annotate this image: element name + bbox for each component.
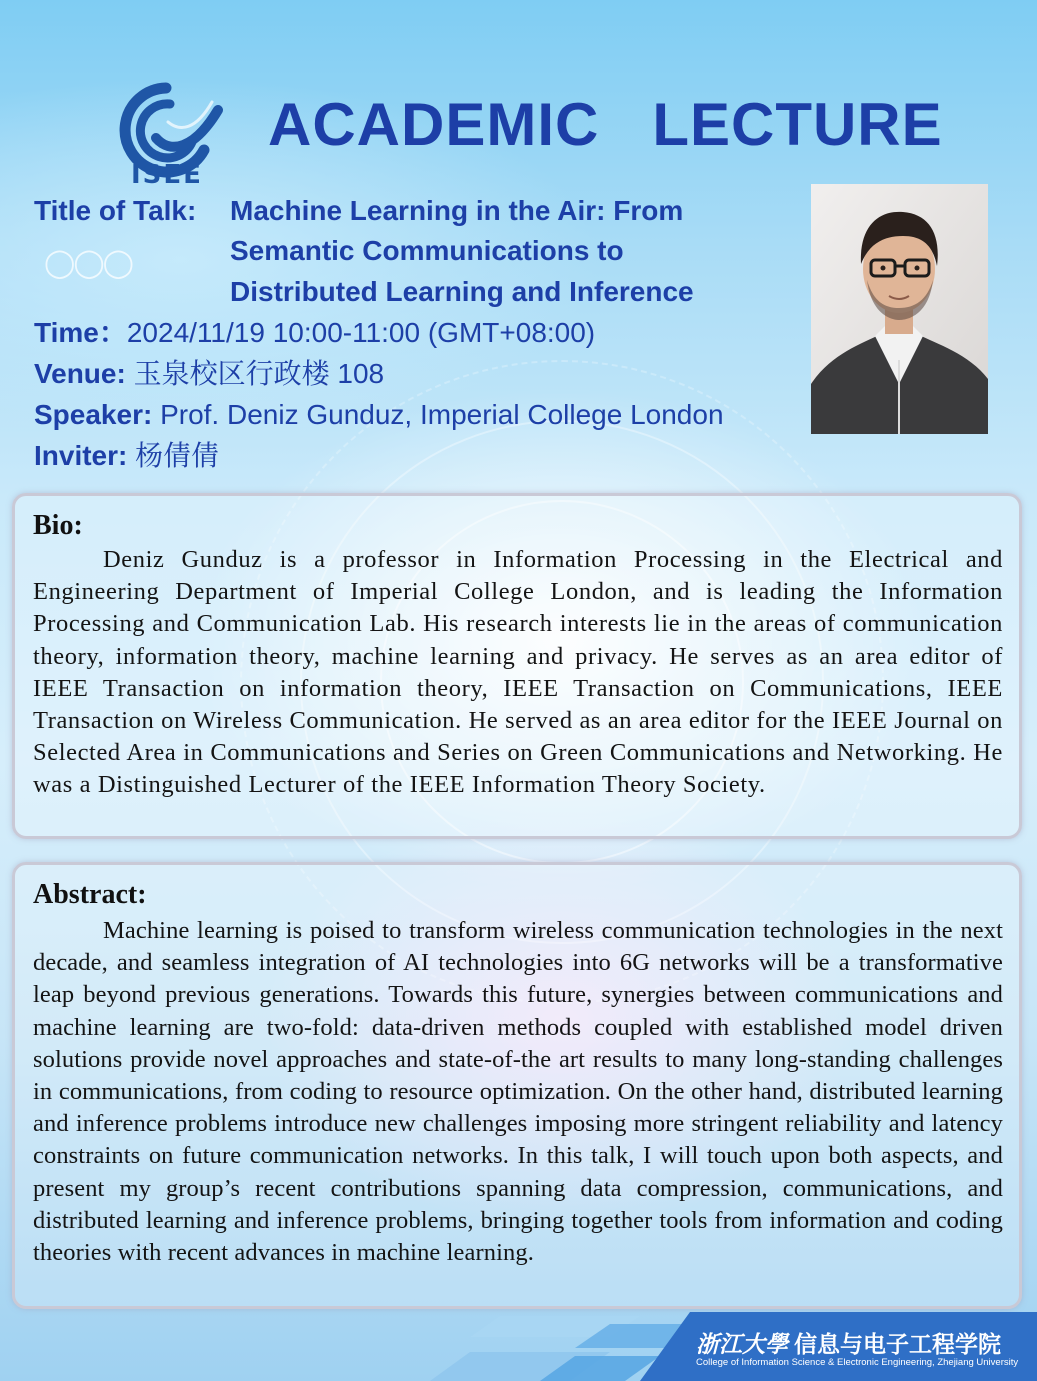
- footer-university-name: [696, 1326, 1001, 1359]
- venue-value: 玉泉校区行政楼 108: [133, 358, 385, 389]
- logo-text: ISEE: [131, 160, 203, 190]
- college-name-cn: 信息与电子工程学院: [794, 1332, 1001, 1358]
- page-title: ACADEMIC LECTURE: [268, 91, 943, 158]
- speaker-photo: [811, 184, 988, 434]
- talk-title-line: Distributed Learning and Inference: [230, 276, 694, 307]
- abstract-heading: Abstract:: [33, 879, 147, 910]
- inviter-label: Inviter:: [34, 440, 128, 471]
- college-name-en: College of Information Science & Electronic Engineering, Zhejiang University: [696, 1357, 1019, 1368]
- decorative-dots: ◯◯◯: [44, 246, 133, 279]
- venue-row: [34, 353, 384, 394]
- bio-heading: Bio:: [33, 510, 83, 541]
- inviter-value: 杨倩倩: [135, 440, 220, 471]
- speaker-label: Speaker:: [34, 399, 153, 430]
- bio-panel: [12, 493, 1022, 839]
- time-value: 2024/11/19 10:00-11:00 (GMT+08:00): [126, 317, 596, 348]
- abstract-text: Machine learning is poised to transform wireless communication technologies in the next decade, and seamless integration of AI technologies into 6G networks will be a transformative leap beyond previous generations. Towards this future, synergies between communications and machine learning are two-fold: data-driven methods coupled with established model driven solutions provide novel approaches and state-of-the art results to many long-standing challenges in communications, from coding to resource optimization. On the other hand, distributed learning and inference problems introduce new challenges imposing more stringent reliability and latency constraints on future communication networks. In this talk, I will touch upon both aspects, and present my group’s recent contributions spanning data compression, communications, and distributed learning and inference problems, bringing together tools from information and coding theories with recent advances in machine learning.: [33, 917, 1003, 1267]
- talk-title-line: Machine Learning in the Air: From: [230, 195, 684, 226]
- talk-title-line: Semantic Communications to: [230, 235, 624, 266]
- university-name-cn: 浙江大學: [696, 1332, 788, 1358]
- time-row: [34, 312, 595, 353]
- abstract-panel: [12, 862, 1022, 1309]
- venue-label: Venue:: [34, 358, 126, 389]
- speaker-value: Prof. Deniz Gunduz, Imperial College London: [160, 399, 724, 430]
- time-label: Time：: [34, 317, 127, 348]
- bio-text: Deniz Gunduz is a professor in Information Processing in the Electrical and Engineering Department of Imperial College London, and is leading the Information Processing and Communication Lab. His research interests lie in the areas of communication theory, information theory, machine learning and privacy. He serves as an area editor of IEEE Transaction on information theory, IEEE Transaction on Communications, IEEE Transaction on Wireless Communication. He served as an area editor for the IEEE Journal on Selected Area in Communications and Series on Green Communications and Networking. He was a Distinguished Lecturer of the IEEE Information Theory Society.: [33, 546, 1003, 799]
- inviter-row: [34, 435, 219, 476]
- speaker-row: [34, 394, 724, 435]
- talk-title-label: Title of Talk:: [34, 195, 197, 226]
